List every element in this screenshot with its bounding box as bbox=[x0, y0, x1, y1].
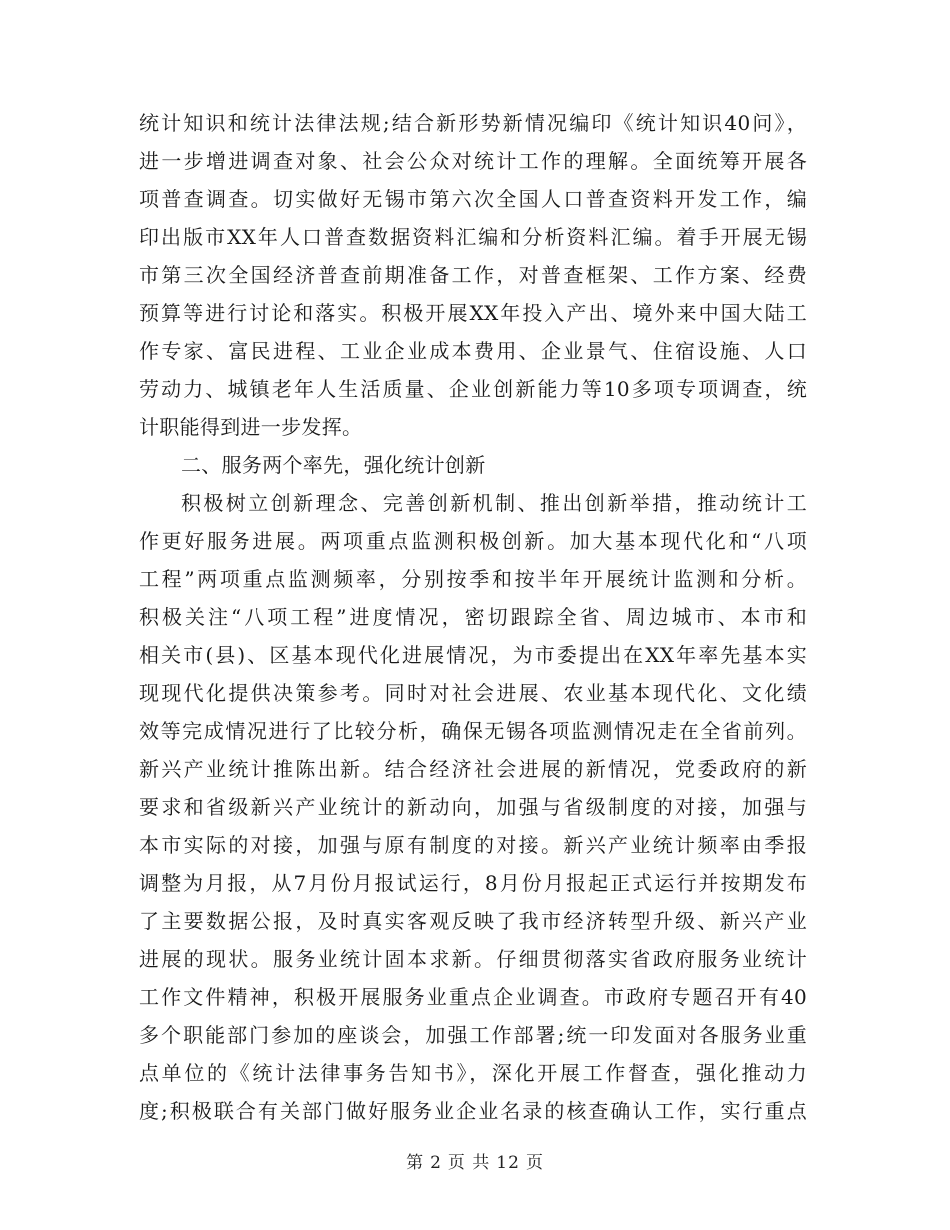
text-line: 作更好服务进展。两项重点监测积极创新。加大基本现代化和“八项 bbox=[139, 529, 807, 553]
text-line: 要求和省级新兴产业统计的新动向，加强与省级制度的对接，加强与 bbox=[139, 795, 807, 819]
text-line: 多个职能部门参加的座谈会，加强工作部署;统一印发面对各服务业重 bbox=[139, 1023, 807, 1047]
section-heading: 二、服务两个率先，强化统计创新 bbox=[181, 453, 486, 477]
text-line: 统计知识和统计法律法规;结合新形势新情况编印《统计知识40问》， bbox=[139, 111, 807, 135]
text-line: 效等完成情况进行了比较分析，确保无锡各项监测情况走在全省前列。 bbox=[139, 719, 807, 743]
text-line: 进一步增进调查对象、社会公众对统计工作的理解。全面统筹开展各 bbox=[139, 149, 807, 173]
text-line: 市第三次全国经济普查前期准备工作，对普查框架、工作方案、经费 bbox=[139, 263, 807, 287]
text-line: 作专家、富民进程、工业企业成本费用、企业景气、住宿设施、人口 bbox=[139, 339, 807, 363]
page-number: 2 bbox=[430, 1153, 442, 1173]
text-line: 工程”两项重点监测频率，分别按季和按半年开展统计监测和分析。 bbox=[139, 567, 807, 591]
text-line: 印出版市XX年人口普查数据资料汇编和分析资料汇编。着手开展无锡 bbox=[139, 225, 807, 249]
text-line: 新兴产业统计推陈出新。结合经济社会进展的新情况，党委政府的新 bbox=[139, 757, 807, 781]
text-line: 预算等进行讨论和落实。积极开展XX年投入产出、境外来中国大陆工 bbox=[139, 301, 807, 325]
text-line: 项普查调查。切实做好无锡市第六次全国人口普查资料开发工作，编 bbox=[139, 187, 807, 211]
page-suffix: 页 bbox=[525, 1153, 544, 1173]
text-line: 工作文件精神，积极开展服务业重点企业调查。市政府专题召开有40 bbox=[139, 985, 807, 1009]
text-line: 进展的现状。服务业统计固本求新。仔细贯彻落实省政府服务业统计 bbox=[139, 947, 807, 971]
text-line: 了主要数据公报，及时真实客观反映了我市经济转型升级、新兴产业 bbox=[139, 909, 807, 933]
page-footer bbox=[0, 1151, 950, 1175]
text-line: 积极关注“八项工程”进度情况，密切跟踪全省、周边城市、本市和 bbox=[139, 605, 807, 629]
text-line: 点单位的《统计法律事务告知书》，深化开展工作督查，强化推动力 bbox=[139, 1061, 807, 1085]
text-line: 积极树立创新理念、完善创新机制、推出创新举措，推动统计工 bbox=[181, 491, 807, 515]
page-total: 12 bbox=[496, 1153, 520, 1173]
text-line: 调整为月报，从7月份月报试运行，8月份月报起正式运行并按期发布 bbox=[139, 871, 807, 895]
text-line: 本市实际的对接，加强与原有制度的对接。新兴产业统计频率由季报 bbox=[139, 833, 807, 857]
page-prefix: 第 bbox=[406, 1153, 425, 1173]
text-line: 相关市(县)、区基本现代化进展情况，为市委提出在XX年率先基本实 bbox=[139, 643, 807, 667]
page-middle: 页 共 bbox=[447, 1153, 491, 1173]
document-body bbox=[139, 104, 807, 1130]
text-line: 度;积极联合有关部门做好服务业企业名录的核查确认工作，实行重点 bbox=[139, 1099, 807, 1123]
text-line: 计职能得到进一步发挥。 bbox=[139, 415, 363, 439]
text-line: 劳动力、城镇老年人生活质量、企业创新能力等10多项专项调查，统 bbox=[139, 377, 807, 401]
text-line: 现现代化提供决策参考。同时对社会进展、农业基本现代化、文化绩 bbox=[139, 681, 807, 705]
